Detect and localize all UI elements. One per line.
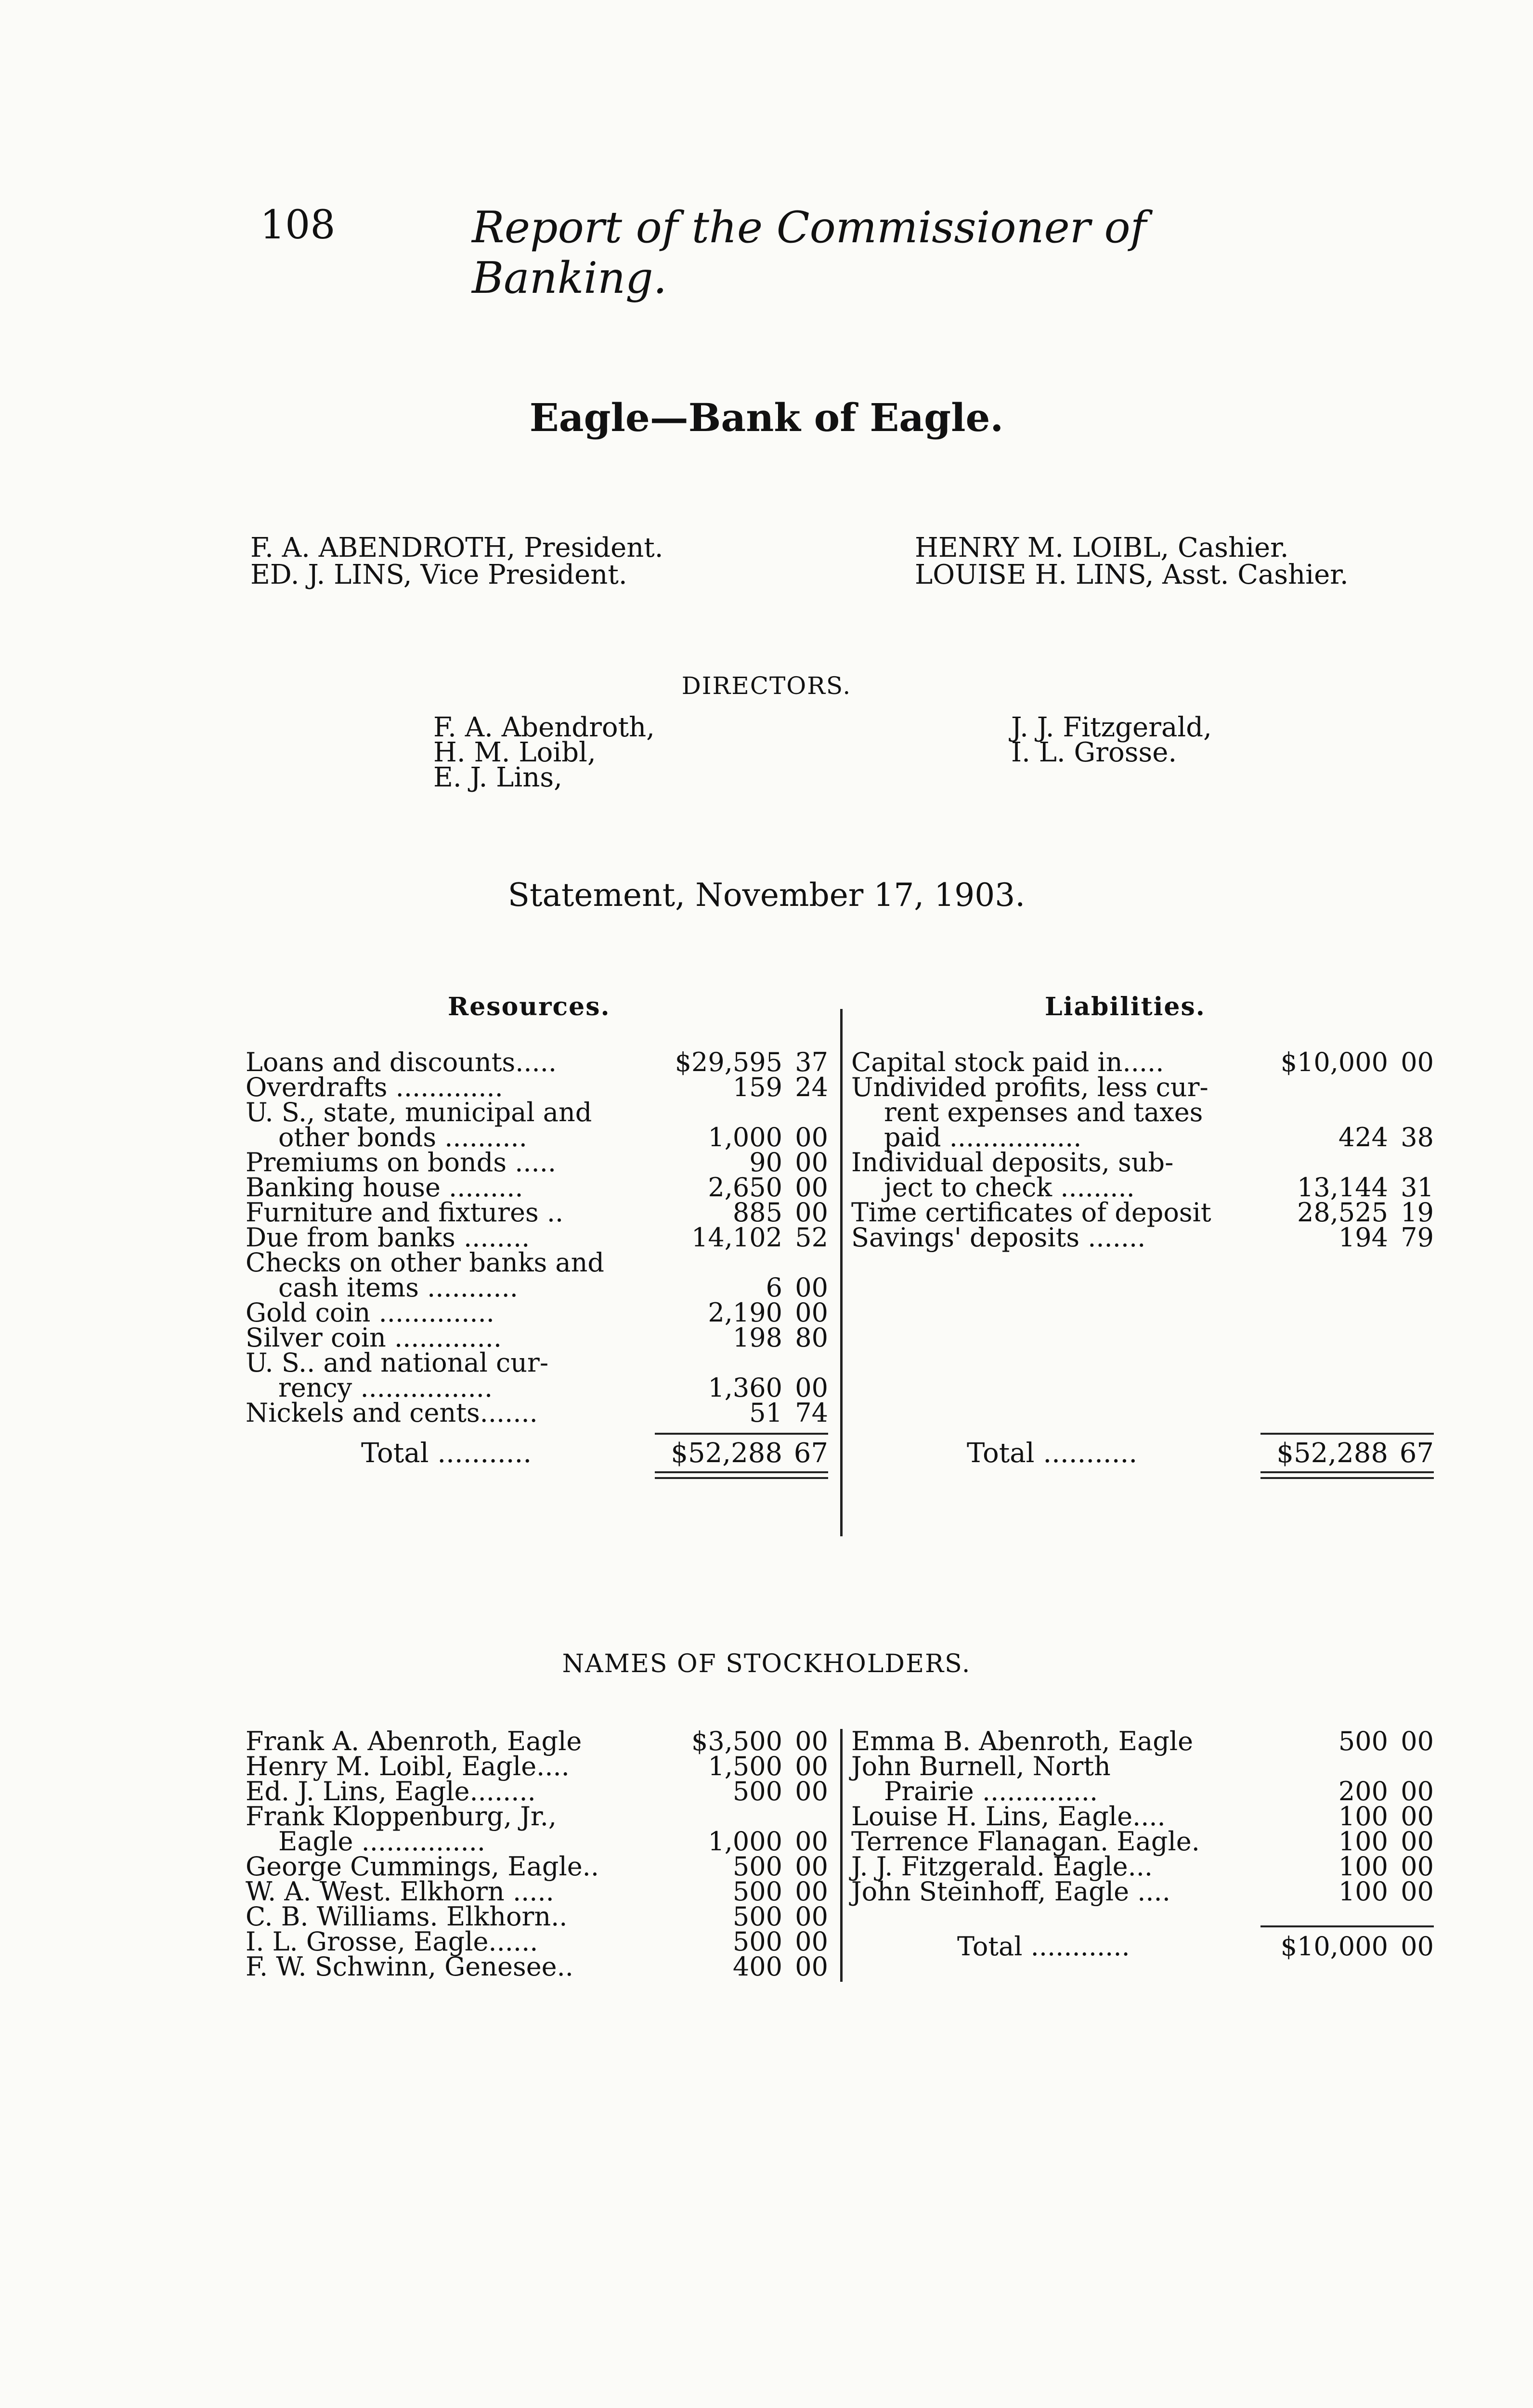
row-label: W. A. West. Elkhorn ..... (246, 1876, 554, 1907)
director-name: I. L. Grosse. (1011, 737, 1177, 768)
row-dollars: 500 (732, 1901, 782, 1932)
total-cents: 67 (793, 1438, 828, 1469)
column-divider (840, 1729, 843, 1982)
resources-rows (246, 1047, 828, 1428)
resource-row (246, 1222, 828, 1253)
total-dollars: $10,000 (1280, 1931, 1388, 1962)
row-dollars: 400 (732, 1951, 782, 1982)
row-label: Nickels and cents....... (246, 1398, 538, 1428)
stockholders-right (851, 1726, 1434, 1907)
row-label: Undivided profits, less cur- (851, 1072, 1208, 1102)
row-dollars: 1,360 (708, 1373, 782, 1403)
row-label: Gold coin .............. (246, 1297, 494, 1328)
officer-cashier: HENRY M. LOIBL, Cashier. (915, 532, 1289, 563)
row-label: Time certificates of deposit (851, 1197, 1211, 1228)
total-double-rule (1260, 1477, 1434, 1479)
resource-row (246, 1097, 828, 1127)
liability-row (851, 1047, 1434, 1077)
resource-row (246, 1272, 828, 1303)
row-cents: 38 (1401, 1122, 1434, 1152)
row-dollars: 100 (1338, 1826, 1388, 1857)
financial-statement (246, 992, 1449, 1512)
row-cents: 00 (1401, 1851, 1434, 1882)
total-dollars: $52,288 (671, 1438, 782, 1469)
row-label: George Cummings, Eagle.. (246, 1851, 599, 1882)
row-label: F. W. Schwinn, Genesee.. (246, 1951, 573, 1982)
director-name: J. J. Fitzgerald, (1011, 712, 1212, 743)
stockholder-row (246, 1826, 828, 1857)
row-label: Prairie .............. (884, 1776, 1098, 1806)
bank-title: Eagle—Bank of Eagle. (529, 395, 1004, 440)
row-cents: 24 (795, 1072, 828, 1102)
row-cents: 00 (795, 1122, 828, 1152)
directors-left (433, 712, 655, 793)
liabilities-rows (851, 1047, 1434, 1253)
total-rule (1260, 1433, 1434, 1435)
row-dollars: 14,102 (691, 1222, 782, 1253)
resource-row (246, 1147, 828, 1178)
row-cents: 00 (795, 1851, 828, 1882)
row-dollars: 424 (1338, 1122, 1388, 1152)
row-dollars: 100 (1338, 1801, 1388, 1832)
statement-title: Statement, November 17, 1903. (507, 877, 1026, 914)
resource-row (246, 1348, 828, 1378)
total-dollars: $52,288 (1276, 1438, 1388, 1469)
stockholders-right-column (851, 1726, 1434, 1962)
page-number: 108 (260, 202, 336, 248)
resource-row (246, 1172, 828, 1203)
row-label: Frank A. Abenroth, Eagle (246, 1726, 582, 1756)
liability-row (851, 1172, 1434, 1203)
stockholder-row (851, 1876, 1434, 1907)
row-cents: 00 (795, 1776, 828, 1806)
directors-heading: DIRECTORS. (681, 672, 852, 700)
row-cents: 00 (1401, 1876, 1434, 1907)
row-label: U. S., state, municipal and (246, 1097, 592, 1127)
row-label: Frank Kloppenburg, Jr., (246, 1801, 557, 1832)
row-label: Silver coin ............. (246, 1322, 502, 1353)
row-label: Eagle ............... (278, 1826, 486, 1857)
row-label: Overdrafts ............. (246, 1072, 503, 1102)
stockholder-row (851, 1776, 1434, 1806)
running-title: Report of the Commissioner of Banking. (472, 202, 1146, 303)
row-dollars: 51 (749, 1398, 782, 1428)
resource-row (246, 1297, 828, 1328)
resource-row (246, 1247, 828, 1278)
total-rule (1260, 1925, 1434, 1927)
row-dollars: 500 (732, 1876, 782, 1907)
total-label: Total ............ (957, 1931, 1130, 1962)
stockholder-row (851, 1726, 1434, 1756)
resource-row (246, 1122, 828, 1152)
row-cents: 00 (795, 1373, 828, 1403)
row-label: Terrence Flanagan. Eagle. (851, 1826, 1200, 1857)
row-dollars: 28,525 (1297, 1197, 1388, 1228)
row-cents: 80 (795, 1322, 828, 1353)
row-cents: 00 (795, 1726, 828, 1756)
resource-row (246, 1047, 828, 1077)
stockholder-row (246, 1951, 828, 1982)
total-double-rule (655, 1471, 828, 1473)
row-cents: 00 (795, 1951, 828, 1982)
stockholder-row (246, 1801, 828, 1832)
resource-row (246, 1322, 828, 1353)
liability-row (851, 1097, 1434, 1127)
row-label: U. S.. and national cur- (246, 1348, 549, 1378)
liability-row (851, 1222, 1434, 1253)
row-label: Due from banks ........ (246, 1222, 530, 1253)
row-dollars: 6 (766, 1272, 782, 1303)
row-label: rency ................ (278, 1373, 493, 1403)
page-header (260, 202, 1257, 303)
row-label: Ed. J. Lins, Eagle........ (246, 1776, 536, 1806)
officers-left (250, 532, 663, 590)
row-cents: 31 (1401, 1172, 1434, 1203)
row-cents: 00 (795, 1272, 828, 1303)
row-label: Savings' deposits ....... (851, 1222, 1146, 1253)
stockholders-table (246, 1726, 1449, 1994)
column-divider (840, 1009, 843, 1536)
row-dollars: 13,144 (1297, 1172, 1388, 1203)
row-dollars: 1,500 (708, 1751, 782, 1781)
resource-row (246, 1197, 828, 1228)
row-label: Louise H. Lins, Eagle.... (851, 1801, 1166, 1832)
row-label: Individual deposits, sub- (851, 1147, 1174, 1178)
stockholder-row (851, 1851, 1434, 1882)
liability-row (851, 1147, 1434, 1178)
liability-row (851, 1072, 1434, 1102)
row-dollars: 500 (732, 1926, 782, 1957)
row-cents: 00 (1401, 1776, 1434, 1806)
officer-vice-president: ED. J. LINS, Vice President. (250, 559, 627, 590)
resource-row (246, 1400, 828, 1426)
stockholder-row (851, 1801, 1434, 1832)
liability-row (851, 1197, 1434, 1228)
resource-row (246, 1373, 828, 1403)
row-dollars: 100 (1338, 1851, 1388, 1882)
stockholder-row (246, 1876, 828, 1907)
stockholder-row (246, 1776, 828, 1806)
total-rule (655, 1433, 828, 1435)
row-label: Emma B. Abenroth, Eagle (851, 1726, 1194, 1756)
row-dollars: 885 (732, 1197, 782, 1228)
total-cents: 67 (1399, 1438, 1434, 1469)
row-cents: 74 (795, 1398, 828, 1428)
row-label: Furniture and fixtures .. (246, 1197, 564, 1228)
row-cents: 00 (1401, 1826, 1434, 1857)
director-name: E. J. Lins, (433, 762, 562, 793)
row-label: John Steinhoff, Eagle .... (851, 1876, 1170, 1907)
row-dollars: 90 (749, 1147, 782, 1178)
row-label: Capital stock paid in..... (851, 1047, 1164, 1077)
row-dollars: 100 (1338, 1876, 1388, 1907)
row-dollars: 1,000 (708, 1122, 782, 1152)
row-label: Loans and discounts..... (246, 1047, 557, 1077)
row-cents: 37 (795, 1047, 828, 1077)
officer-asst-cashier: LOUISE H. LINS, Asst. Cashier. (915, 559, 1349, 590)
row-dollars: 1,000 (708, 1826, 782, 1857)
total-double-rule (655, 1477, 828, 1479)
stockholders-left (246, 1726, 828, 1982)
row-dollars: 500 (732, 1851, 782, 1882)
row-cents: 00 (795, 1876, 828, 1907)
stockholders-heading: NAMES OF STOCKHOLDERS. (562, 1649, 971, 1678)
row-cents: 00 (795, 1901, 828, 1932)
row-label: I. L. Grosse, Eagle...... (246, 1926, 538, 1957)
row-dollars: 159 (732, 1072, 782, 1102)
row-cents: 00 (795, 1147, 828, 1178)
row-label: paid ................ (884, 1122, 1082, 1152)
row-dollars: 198 (732, 1322, 782, 1353)
row-label: ject to check ......... (884, 1172, 1135, 1203)
row-dollars: 194 (1338, 1222, 1388, 1253)
row-dollars: 500 (1338, 1726, 1388, 1756)
total-double-rule (1260, 1471, 1434, 1473)
row-label: Henry M. Loibl, Eagle.... (246, 1751, 570, 1781)
stockholder-row (246, 1926, 828, 1957)
total-cents: 00 (1401, 1931, 1434, 1962)
total-label: Total ........... (361, 1438, 532, 1469)
row-label: Banking house ......... (246, 1172, 523, 1203)
row-label: J. J. Fitzgerald. Eagle... (851, 1851, 1153, 1882)
row-cents: 00 (795, 1926, 828, 1957)
officer-president: F. A. ABENDROTH, President. (250, 532, 663, 563)
row-cents: 00 (1401, 1047, 1434, 1077)
row-cents: 00 (795, 1751, 828, 1781)
row-label: John Burnell, North (851, 1751, 1111, 1781)
row-dollars: 2,190 (708, 1297, 782, 1328)
row-cents: 00 (795, 1826, 828, 1857)
row-label: cash items ........... (278, 1272, 518, 1303)
liability-row (851, 1122, 1434, 1152)
row-dollars: $29,595 (675, 1047, 782, 1077)
row-dollars: $3,500 (691, 1726, 782, 1756)
row-cents: 19 (1401, 1197, 1434, 1228)
stockholder-row (246, 1901, 828, 1932)
row-label: other bonds .......... (278, 1122, 527, 1152)
row-cents: 00 (795, 1197, 828, 1228)
row-dollars: $10,000 (1280, 1047, 1388, 1077)
stockholder-row (246, 1851, 828, 1882)
row-dollars: 500 (732, 1776, 782, 1806)
directors-right (1011, 712, 1212, 768)
stockholder-row (246, 1751, 828, 1781)
row-label: Premiums on bonds ..... (246, 1147, 557, 1178)
row-cents: 00 (1401, 1726, 1434, 1756)
row-label: Checks on other banks and (246, 1247, 604, 1278)
stockholder-row (851, 1751, 1434, 1781)
row-dollars: 2,650 (708, 1172, 782, 1203)
officers-right (915, 532, 1349, 590)
row-cents: 00 (795, 1297, 828, 1328)
stockholder-row (246, 1726, 828, 1756)
row-cents: 00 (795, 1172, 828, 1203)
liabilities-heading: Liabilities. (1045, 992, 1206, 1021)
director-name: F. A. Abendroth, (433, 712, 655, 743)
resource-row (246, 1072, 828, 1102)
resources-heading: Resources. (448, 992, 611, 1021)
row-cents: 52 (795, 1222, 828, 1253)
row-label: C. B. Williams. Elkhorn.. (246, 1901, 568, 1932)
director-name: H. M. Loibl, (433, 737, 596, 768)
stockholder-row (851, 1826, 1434, 1857)
row-dollars: 200 (1338, 1776, 1388, 1806)
row-cents: 79 (1401, 1222, 1434, 1253)
total-label: Total ........... (967, 1438, 1138, 1469)
row-cents: 00 (1401, 1801, 1434, 1832)
row-label: rent expenses and taxes (884, 1097, 1203, 1127)
